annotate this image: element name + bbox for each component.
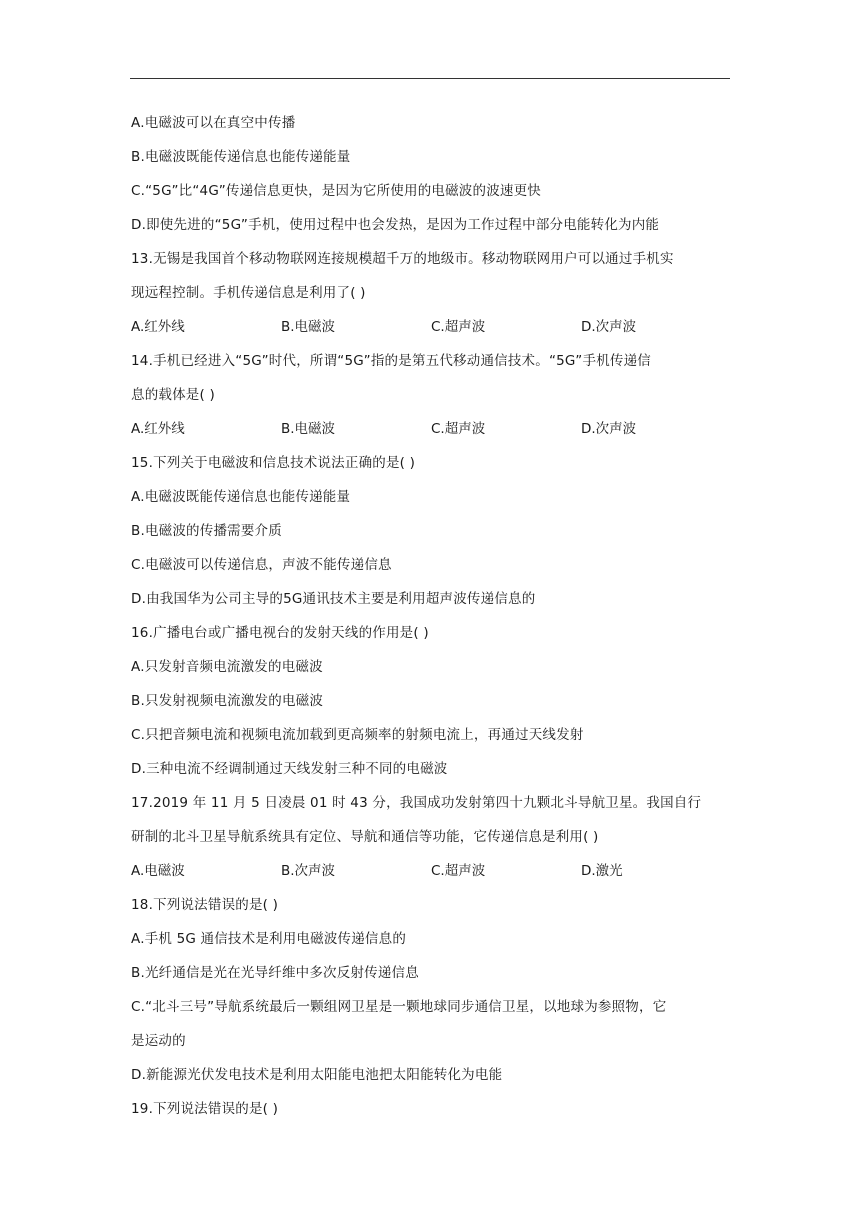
text-line: A.电磁波可以在真空中传播 — [131, 115, 296, 131]
text-line: B.电磁波既能传递信息也能传递能量 — [131, 149, 351, 165]
text-line: D.三种电流不经调制通过天线发射三种不同的电磁波 — [131, 761, 448, 777]
text-line: D.即使先进的“5G”手机，使用过程中也会发热，是因为工作过程中部分电能转化为内能 — [131, 217, 660, 233]
text-line: A.只发射音频电流激发的电磁波 — [131, 659, 323, 675]
option-item: C.超声波 — [431, 421, 486, 437]
text-line: 15.下列关于电磁波和信息技术说法正确的是( ) — [131, 455, 416, 471]
option-item: C.超声波 — [431, 863, 486, 879]
document-body — [131, 106, 731, 1126]
text-line: C.电磁波可以传递信息，声波不能传递信息 — [131, 557, 392, 573]
option-item: A.电磁波 — [131, 863, 185, 879]
text-line: B.电磁波的传播需要介质 — [131, 523, 282, 539]
text-line: 19.下列说法错误的是( ) — [131, 1101, 279, 1117]
text-line: C.只把音频电流和视频电流加载到更高频率的射频电流上，再通过天线发射 — [131, 727, 584, 743]
text-line: B.光纤通信是光在光导纤维中多次反射传递信息 — [131, 965, 419, 981]
option-item: A.红外线 — [131, 421, 185, 437]
text-line: 研制的北斗卫星导航系统具有定位、导航和通信等功能，它传递信息是利用( ) — [131, 829, 599, 845]
option-item: D.次声波 — [581, 319, 637, 335]
text-line: C.“5G”比“4G”传递信息更快，是因为它所使用的电磁波的波速更快 — [131, 183, 541, 199]
option-item: A.红外线 — [131, 319, 185, 335]
option-row — [131, 854, 731, 888]
option-item: B.电磁波 — [281, 421, 336, 437]
text-line: 息的载体是( ) — [131, 387, 215, 403]
option-item: B.电磁波 — [281, 319, 336, 335]
option-item: D.次声波 — [581, 421, 637, 437]
text-line: 现远程控制。手机传递信息是利用了( ) — [131, 285, 366, 301]
text-line: 16.广播电台或广播电视台的发射天线的作用是( ) — [131, 625, 429, 641]
text-line: D.由我国华为公司主导的5G通讯技术主要是利用超声波传递信息的 — [131, 591, 536, 607]
text-line: D.新能源光伏发电技术是利用太阳能电池把太阳能转化为电能 — [131, 1067, 503, 1083]
text-line: 14.手机已经进入“5G”时代，所谓“5G”指的是第五代移动通信技术。“5G”手机传递信 — [131, 353, 651, 369]
text-line: 17.2019 年 11 月 5 日凌晨 01 时 43 分，我国成功发射第四十九颗北斗导航卫星。我国自行 — [131, 795, 702, 811]
option-row — [131, 412, 731, 446]
text-line: A.电磁波既能传递信息也能传递能量 — [131, 489, 351, 505]
text-line: 13.无锡是我国首个移动物联网连接规模超千万的地级市。移动物联网用户可以通过手机实 — [131, 251, 674, 267]
text-line: B.只发射视频电流激发的电磁波 — [131, 693, 324, 709]
text-line: A.手机 5G 通信技术是利用电磁波传递信息的 — [131, 931, 407, 947]
option-item: B.次声波 — [281, 863, 336, 879]
header-rule — [130, 78, 730, 79]
option-row — [131, 310, 731, 344]
text-line: 18.下列说法错误的是( ) — [131, 897, 279, 913]
text-line: C.“北斗三号”导航系统最后一颗组网卫星是一颗地球同步通信卫星，以地球为参照物，它 — [131, 999, 667, 1015]
text-line: 是运动的 — [131, 1033, 186, 1049]
option-item: D.激光 — [581, 863, 623, 879]
option-item: C.超声波 — [431, 319, 486, 335]
